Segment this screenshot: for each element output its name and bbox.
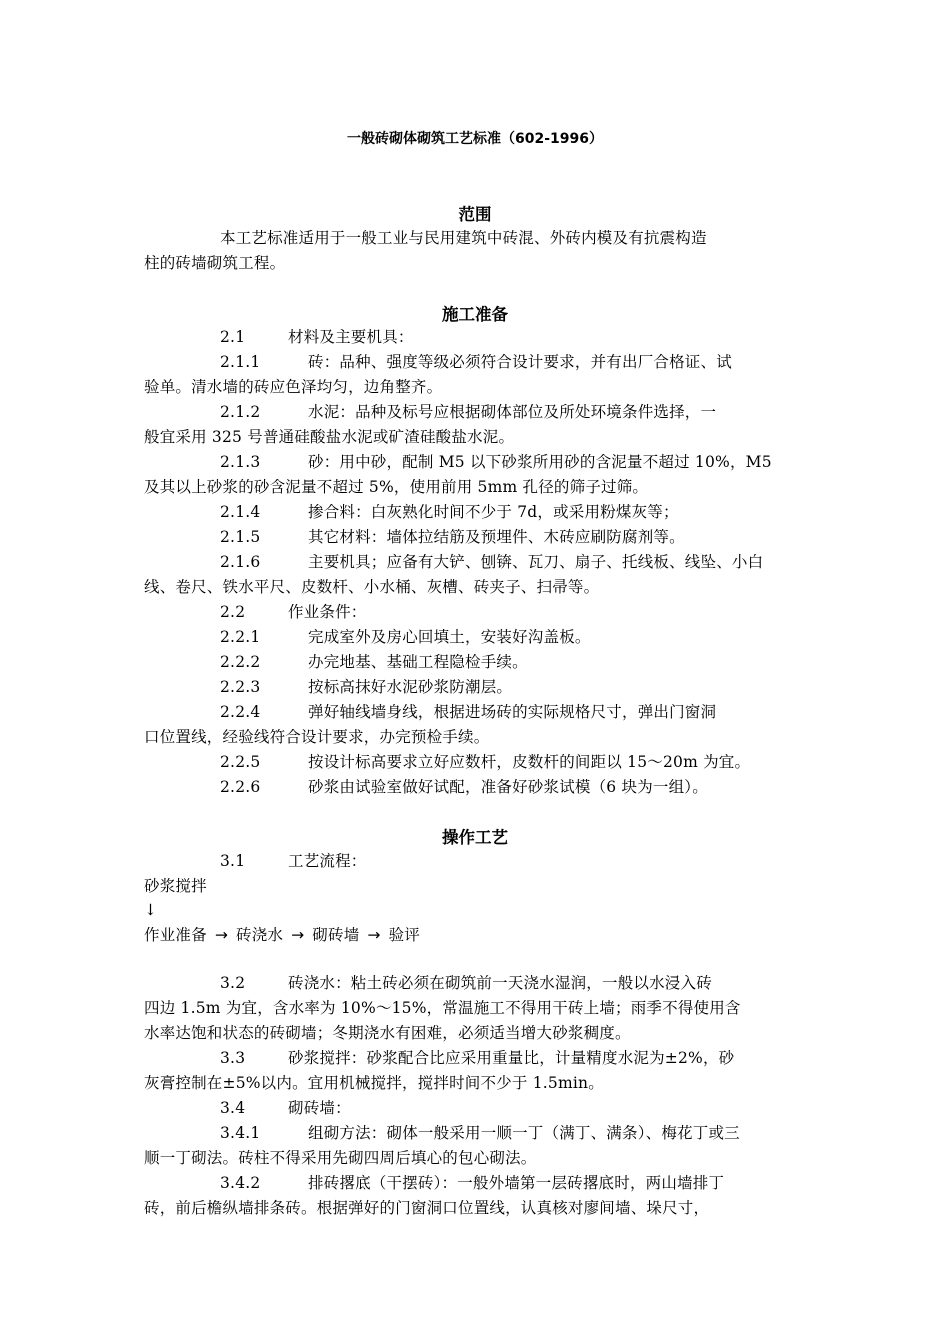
clause-number: 2.2.1 bbox=[220, 628, 261, 646]
clause-continuation: 砖，前后檐纵墙排条砖。根据弹好的门窗洞口位置线，认真核对廖间墙、垛尺寸， bbox=[144, 1199, 710, 1217]
flow-step: 砖浇水 bbox=[236, 926, 284, 944]
clause-line bbox=[220, 1172, 810, 1194]
clause-text: 砖浇水：粘土砖必须在砌筑前一天浇水湿润，一般以水浸入砖 bbox=[288, 974, 712, 992]
clause-line bbox=[220, 326, 810, 348]
clause-number: 2.2.5 bbox=[220, 753, 261, 771]
flow-down-arrow: ↓ bbox=[144, 901, 158, 919]
clause-line bbox=[220, 850, 810, 872]
flow-arrow-icon: → bbox=[291, 926, 305, 944]
clause-line bbox=[220, 776, 810, 798]
clause-continuation: 四边 1.5m 为宜，含水率为 10%～15%，常温施工不得用干砖上墙；雨季不得使用含 bbox=[144, 999, 741, 1017]
clause-line bbox=[220, 1097, 810, 1119]
clause-number: 2.2.2 bbox=[220, 653, 261, 671]
clause-line bbox=[220, 526, 810, 548]
clause-number: 3.4.1 bbox=[220, 1124, 261, 1142]
flow-step: 作业准备 bbox=[144, 926, 207, 944]
clause-continuation: 口位置线，经验线符合设计要求，办完预检手续。 bbox=[144, 728, 490, 746]
clause-number: 2.2.4 bbox=[220, 703, 261, 721]
clause-text: 砂：用中砂，配制 M5 以下砂浆所用砂的含泥量不超过 10%，M5 bbox=[308, 453, 772, 471]
clause-number: 2.1.2 bbox=[220, 403, 261, 421]
clause-text: 砌砖墙： bbox=[288, 1099, 351, 1117]
clause-number: 2.1.5 bbox=[220, 528, 261, 546]
clause-text: 完成室外及房心回填土，安装好沟盖板。 bbox=[308, 628, 591, 646]
clause-text: 水泥：品种及标号应根据砌体部位及所处环境条件选择，一 bbox=[308, 403, 717, 421]
clause-text: 砂浆搅拌：砂浆配合比应采用重量比，计量精度水泥为±2%，砂 bbox=[288, 1049, 735, 1067]
clause-number: 2.1 bbox=[220, 328, 246, 346]
flow-step: 砌砖墙 bbox=[312, 926, 360, 944]
clause-number: 3.2 bbox=[220, 974, 246, 992]
clause-number: 2.1.1 bbox=[220, 353, 261, 371]
clause-text: 砂浆由试验室做好试配，准备好砂浆试模（6 块为一组）。 bbox=[308, 778, 708, 796]
clause-line bbox=[220, 1047, 810, 1069]
clause-line bbox=[220, 972, 810, 994]
clause-text: 按标高抹好水泥砂浆防潮层。 bbox=[308, 678, 513, 696]
clause-line bbox=[220, 601, 810, 623]
clause-number: 2.2 bbox=[220, 603, 246, 621]
clause-line bbox=[220, 651, 810, 673]
clause-text: 排砖撂底（干摆砖）：一般外墙第一层砖撂底时，两山墙排丁 bbox=[308, 1174, 725, 1192]
flow-arrow-icon: → bbox=[214, 926, 228, 944]
clause-line bbox=[220, 451, 810, 473]
clause-text: 其它材料：墙体拉结筋及预埋件、木砖应刷防腐剂等。 bbox=[308, 528, 685, 546]
clause-text: 工艺流程： bbox=[288, 852, 367, 870]
flow-top-step: 砂浆搅拌 bbox=[144, 877, 207, 895]
clause-text: 主要机具；应备有大铲、刨锛、瓦刀、扇子、托线板、线坠、小白 bbox=[308, 553, 764, 571]
section-heading-prep: 施工准备 bbox=[442, 305, 508, 324]
clause-text: 弹好轴线墙身线，根据进场砖的实际规格尺寸，弹出门窗洞 bbox=[308, 703, 717, 721]
clause-line bbox=[220, 676, 810, 698]
flow-step: 验评 bbox=[388, 926, 420, 944]
clause-line bbox=[220, 701, 810, 723]
clause-line bbox=[220, 751, 810, 773]
clause-line bbox=[220, 501, 810, 523]
paragraph-line: 本工艺标准适用于一般工业与民用建筑中砖混、外砖内模及有抗震构造 bbox=[220, 229, 707, 247]
clause-text: 掺合料：白灰熟化时间不少于 7d，或采用粉煤灰等； bbox=[308, 503, 679, 521]
clause-line bbox=[220, 401, 810, 423]
clause-number: 3.4 bbox=[220, 1099, 246, 1117]
clause-line bbox=[220, 626, 810, 648]
clause-continuation: 灰膏控制在±5%以内。宜用机械搅拌，搅拌时间不少于 1.5min。 bbox=[144, 1074, 604, 1092]
clause-number: 3.1 bbox=[220, 852, 246, 870]
paragraph-line: 柱的砖墙砌筑工程。 bbox=[144, 254, 286, 272]
clause-number: 2.1.6 bbox=[220, 553, 261, 571]
process-flow bbox=[144, 924, 814, 946]
clause-text: 作业条件： bbox=[288, 603, 367, 621]
clause-continuation: 水率达饱和状态的砖砌墙；冬期浇水有困难，必须适当增大砂浆稠度。 bbox=[144, 1024, 631, 1042]
clause-line bbox=[220, 351, 810, 373]
section-heading-scope: 范围 bbox=[458, 205, 492, 224]
clause-number: 2.1.3 bbox=[220, 453, 261, 471]
clause-number: 3.3 bbox=[220, 1049, 246, 1067]
clause-line bbox=[220, 551, 810, 573]
clause-number: 2.2.6 bbox=[220, 778, 261, 796]
clause-text: 砖：品种、强度等级必须符合设计要求，并有出厂合格证、试 bbox=[308, 353, 732, 371]
clause-number: 2.2.3 bbox=[220, 678, 261, 696]
clause-continuation: 及其以上砂浆的砂含泥量不超过 5%，使用前用 5mm 孔径的筛子过筛。 bbox=[144, 478, 649, 496]
clause-continuation: 般宜采用 325 号普通硅酸盐水泥或矿渣硅酸盐水泥。 bbox=[144, 428, 515, 446]
flow-arrow-icon: → bbox=[367, 926, 381, 944]
clause-continuation: 验单。清水墙的砖应色泽均匀，边角整齐。 bbox=[144, 378, 443, 396]
clause-text: 办完地基、基础工程隐检手续。 bbox=[308, 653, 528, 671]
clause-text: 组砌方法：砌体一般采用一顺一丁（满丁、满条）、梅花丁或三 bbox=[308, 1124, 740, 1142]
clause-text: 按设计标高要求立好应数杆，皮数杆的间距以 15～20m 为宜。 bbox=[308, 753, 751, 771]
clause-number: 2.1.4 bbox=[220, 503, 261, 521]
clause-continuation: 顺一丁砌法。砖柱不得采用先砌四周后填心的包心砌法。 bbox=[144, 1149, 537, 1167]
document-title: 一般砖砌体砌筑工艺标准（602-1996） bbox=[347, 131, 603, 147]
clause-text: 材料及主要机具： bbox=[288, 328, 414, 346]
clause-continuation: 线、卷尺、铁水平尺、皮数杆、小水桶、灰槽、砖夹子、扫帚等。 bbox=[144, 578, 600, 596]
clause-line bbox=[220, 1122, 810, 1144]
clause-number: 3.4.2 bbox=[220, 1174, 261, 1192]
section-heading-ops: 操作工艺 bbox=[442, 828, 508, 847]
